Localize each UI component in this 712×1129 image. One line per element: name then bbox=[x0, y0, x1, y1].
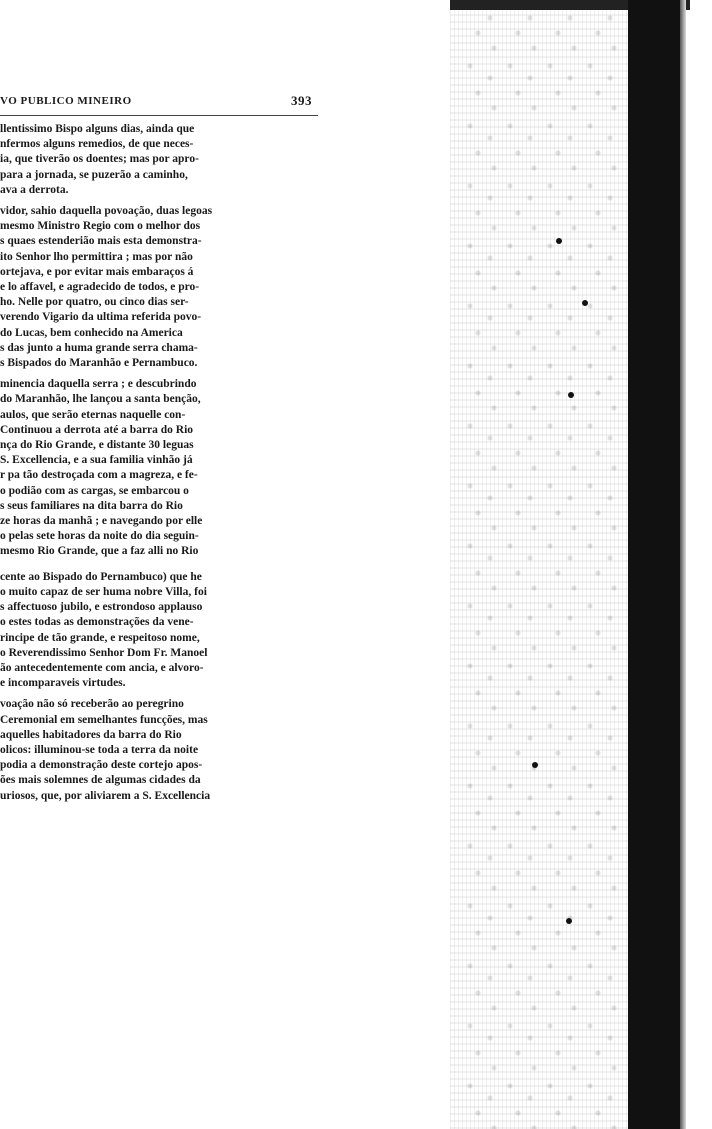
paragraph bbox=[0, 204, 314, 371]
text-line: o Reverendissimo Senhor Dom Fr. Manoel bbox=[0, 646, 208, 659]
text-line: verendo Vigario da ultima referida povo- bbox=[0, 311, 202, 324]
text-line: ava a derrota. bbox=[0, 183, 69, 196]
text-line: ia, que tiverão os doentes; mas por apro- bbox=[0, 153, 199, 166]
text-line: mesmo Ministro Regio com o melhor dos bbox=[0, 220, 201, 233]
text-line: ortejava, e por evitar mais embaraços á bbox=[0, 265, 194, 278]
text-line: Ceremonial em semelhantes funcções, mas bbox=[0, 713, 208, 726]
binding-speck bbox=[556, 238, 562, 244]
body-text bbox=[0, 122, 314, 810]
text-line: S. Excellencia, e a sua familia vinhão já bbox=[0, 454, 193, 467]
text-line: do Lucas, bem conhecido na America bbox=[0, 326, 183, 339]
binding-speck bbox=[582, 300, 588, 306]
text-line: ão antecedentemente com ancia, e alvoro- bbox=[0, 661, 204, 674]
text-line: s affectuoso jubilo, e estrondoso applauso bbox=[0, 601, 203, 614]
text-line: ze horas da manhã ; e navegando por elle bbox=[0, 515, 203, 528]
text-line: nça do Rio Grande, e distante 30 leguas bbox=[0, 439, 194, 452]
text-line: r pa tão destroçada com a magreza, e fe- bbox=[0, 469, 198, 482]
text-line: s das junto a huma grande serra chama- bbox=[0, 341, 198, 354]
text-line: s seus familiares na dita barra do Rio bbox=[0, 499, 183, 512]
text-line: ito Senhor lho permittira ; mas por não bbox=[0, 250, 193, 263]
binding-speckles bbox=[462, 0, 622, 1129]
text-line: cente ao Bispado do Pernambuco) que he bbox=[0, 570, 202, 583]
text-line: do Maranhão, lhe lançou a santa benção, bbox=[0, 393, 201, 406]
header-title: VO PUBLICO MINEIRO bbox=[0, 95, 132, 107]
paragraph bbox=[0, 122, 314, 198]
text-line: e lo affavel, e agradecido de todos, e pro- bbox=[0, 281, 200, 294]
text-line: aquelles habitadores da barra do Rio bbox=[0, 728, 182, 741]
text-line: o pelas sete horas da noite do dia seguin- bbox=[0, 530, 199, 543]
text-line: o estes todas as demonstrações da vene- bbox=[0, 616, 194, 629]
page-number: 393 bbox=[291, 93, 312, 108]
text-line: s Bispados do Maranhão e Pernambuco. bbox=[0, 357, 198, 370]
text-line: ões mais solemnes de algumas cidades da bbox=[0, 774, 201, 787]
text-line: llentissimo Bispo alguns dias, ainda que bbox=[0, 123, 195, 135]
text-line: uriosos, que, por aliviarem a S. Excellencia bbox=[0, 789, 211, 802]
text-line: o muito capaz de ser huma nobre Villa, foi bbox=[0, 585, 207, 598]
running-header bbox=[0, 93, 318, 113]
text-line: podia a demonstração deste cortejo apos- bbox=[0, 759, 203, 772]
paragraph bbox=[0, 697, 314, 803]
text-line: mesmo Rio Grande, que a faz alli no Rio bbox=[0, 545, 199, 558]
binding-speck bbox=[568, 392, 574, 398]
text-line: e incomparaveis virtudes. bbox=[0, 677, 126, 690]
spine-dark-band bbox=[628, 0, 680, 1129]
text-line: nfermos alguns remedios, de que neces- bbox=[0, 138, 194, 151]
text-line: olicos: illuminou-se toda a terra da noite bbox=[0, 743, 199, 756]
binding-speck bbox=[532, 762, 538, 768]
paragraph bbox=[0, 570, 314, 692]
spine-edge bbox=[680, 0, 686, 1129]
text-line: s quaes estenderião mais esta demonstra- bbox=[0, 235, 202, 248]
header-rule bbox=[0, 115, 318, 116]
text-line: ho. Nelle por quatro, ou cinco dias ser- bbox=[0, 296, 189, 309]
paragraph bbox=[0, 377, 314, 559]
text-line: voação não só receberão ao peregrino bbox=[0, 698, 184, 711]
text-line: rincipe de tão grande, e respeitoso nome, bbox=[0, 631, 200, 644]
text-line: vidor, sahio daquella povoação, duas legoas bbox=[0, 205, 213, 218]
text-line: minencia daquella serra ; e descubrindo bbox=[0, 378, 197, 391]
text-line: para a jornada, se puzerão a caminho, bbox=[0, 168, 188, 181]
text-line: Continuou a derrota até a barra do Rio bbox=[0, 423, 194, 436]
text-line: o podião com as cargas, se embarcou o bbox=[0, 484, 189, 497]
text-line: aulos, que serão eternas naquelle con- bbox=[0, 408, 186, 421]
binding-speck bbox=[566, 918, 572, 924]
